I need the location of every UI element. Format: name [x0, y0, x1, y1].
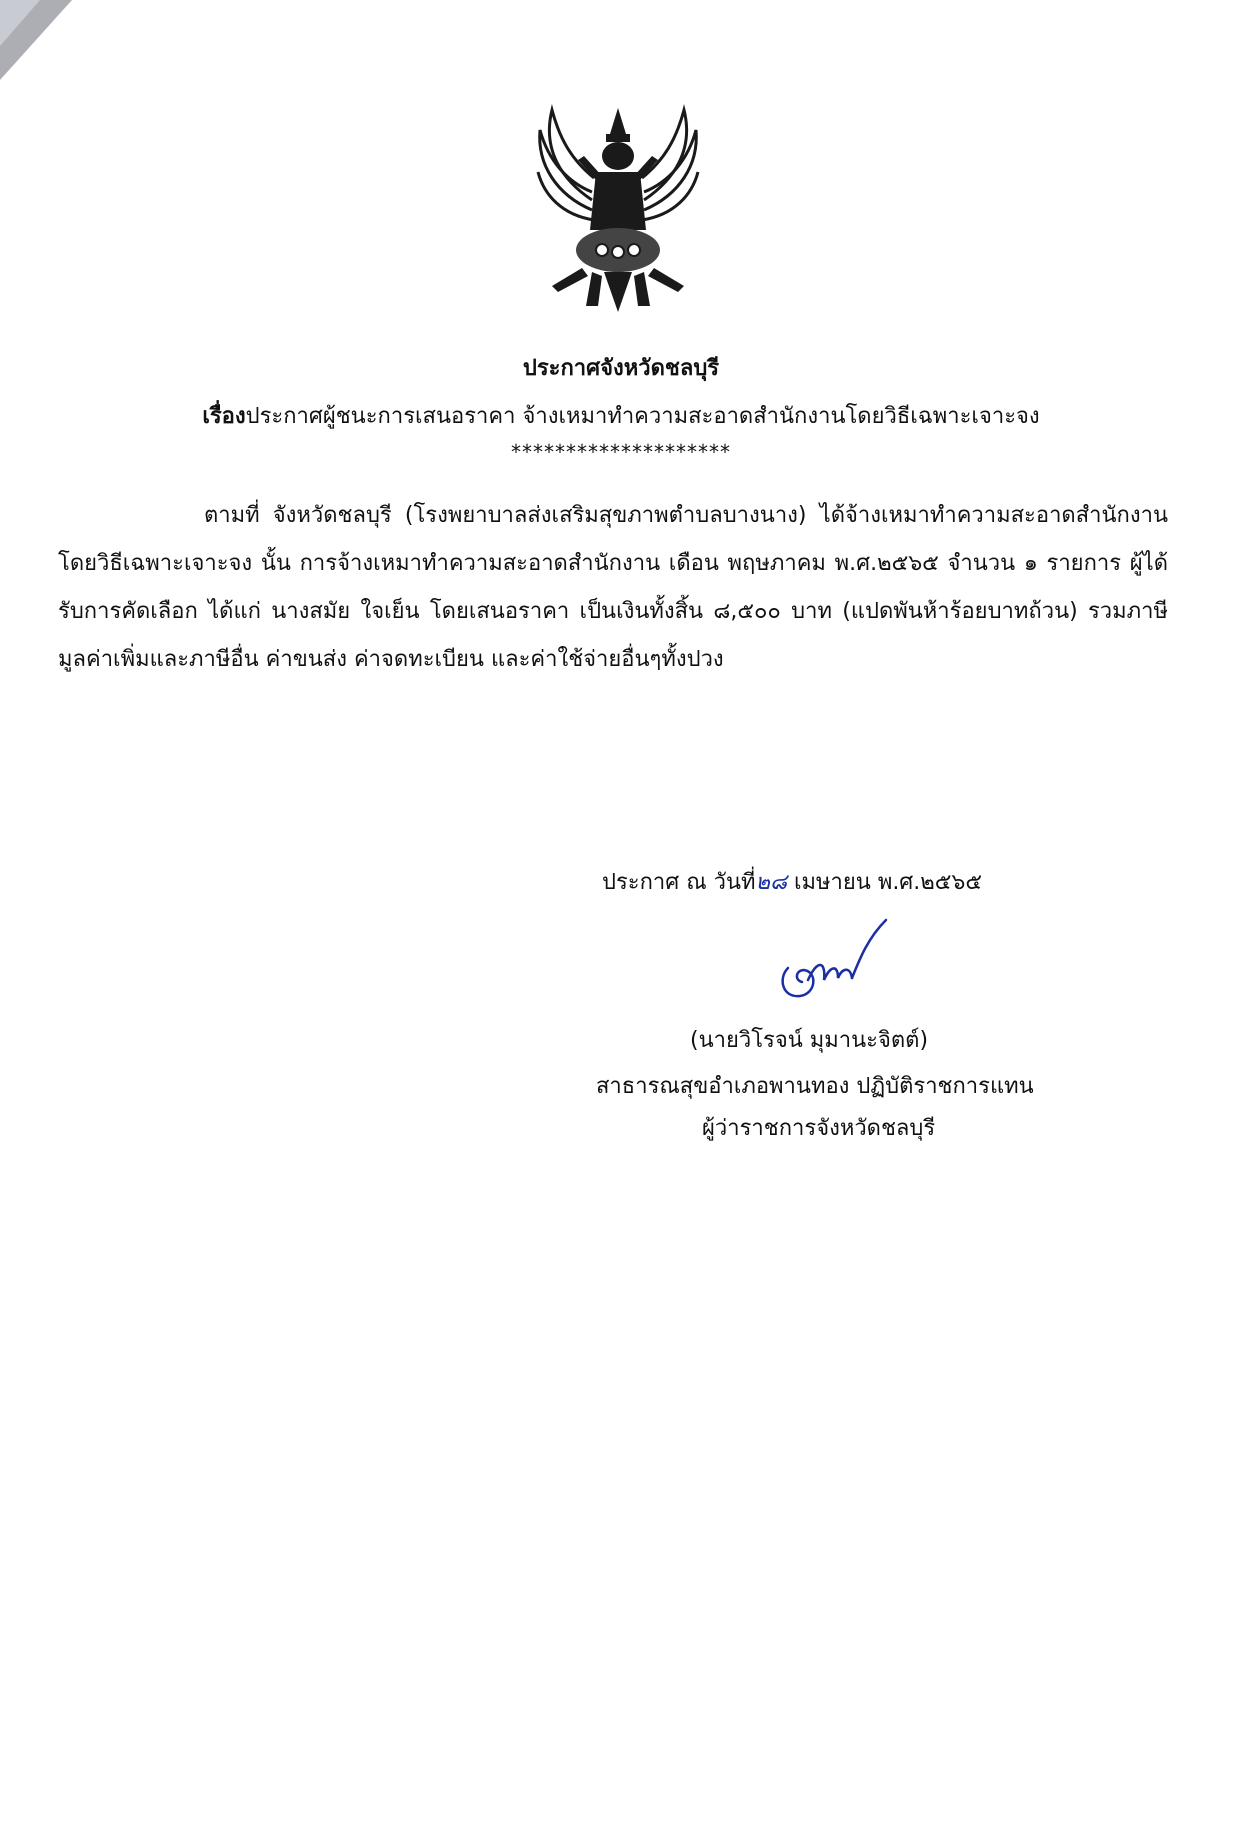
- signatory-position-2: ผู้ว่าราชการจังหวัดชลบุรี: [702, 1116, 936, 1141]
- body-paragraph: ตามที่ จังหวัดชลบุรี (โรงพยาบาลส่งเสริมสุขภาพตำบลบางนาง) ได้จ้างเหมาทำความสะอาดสำนักงานโดยวิธีเฉพาะเจาะจง นั้น การจ้างเหมาทำความสะอาดสำนักงาน เดือน พฤษภาคม พ.ศ.๒๕๖๕ จำนวน ๑ รายการ ผู้ได้รับการคัดเลือก ได้แก่ นางสมัย ใจเย็น โดยเสนอราคา เป็นเงินทั้งสิ้น ๘,๕๐๐ บาท (แปดพันห้าร้อยบาทถ้วน) รวมภาษีมูลค่าเพิ่มและภาษีอื่น ค่าขนส่ง ค่าจดทะเบียน และค่าใช้จ่ายอื่นๆทั้งปวง: [58, 503, 1168, 672]
- subject-text: ประกาศผู้ชนะการเสนอราคา จ้างเหมาทำความสะอาดสำนักงานโดยวิธีเฉพาะเจาะจง: [245, 404, 1040, 429]
- date-prefix: ประกาศ ณ วันที่: [602, 870, 756, 895]
- date-suffix: เมษายน พ.ศ.๒๕๖๕: [794, 870, 983, 895]
- subject-line: [0, 398, 1242, 433]
- signatory-name: (นายวิโรจน์ มุมานะจิตต์): [690, 1028, 929, 1053]
- garuda-emblem-icon: [522, 100, 714, 314]
- subject-label: เรื่อง: [202, 404, 246, 429]
- folded-corner-shadow: [0, 0, 90, 90]
- handwritten-signature-icon: [768, 918, 908, 1028]
- announcement-date: [602, 864, 982, 899]
- handwritten-day: ๒๘: [755, 870, 788, 895]
- signatory-position: สาธารณสุขอำเภอพานทอง ปฏิบัติราชการแทน: [596, 1074, 1034, 1099]
- separator-line: ********************: [511, 440, 731, 464]
- document-title: ประกาศจังหวัดชลบุรี: [522, 356, 720, 381]
